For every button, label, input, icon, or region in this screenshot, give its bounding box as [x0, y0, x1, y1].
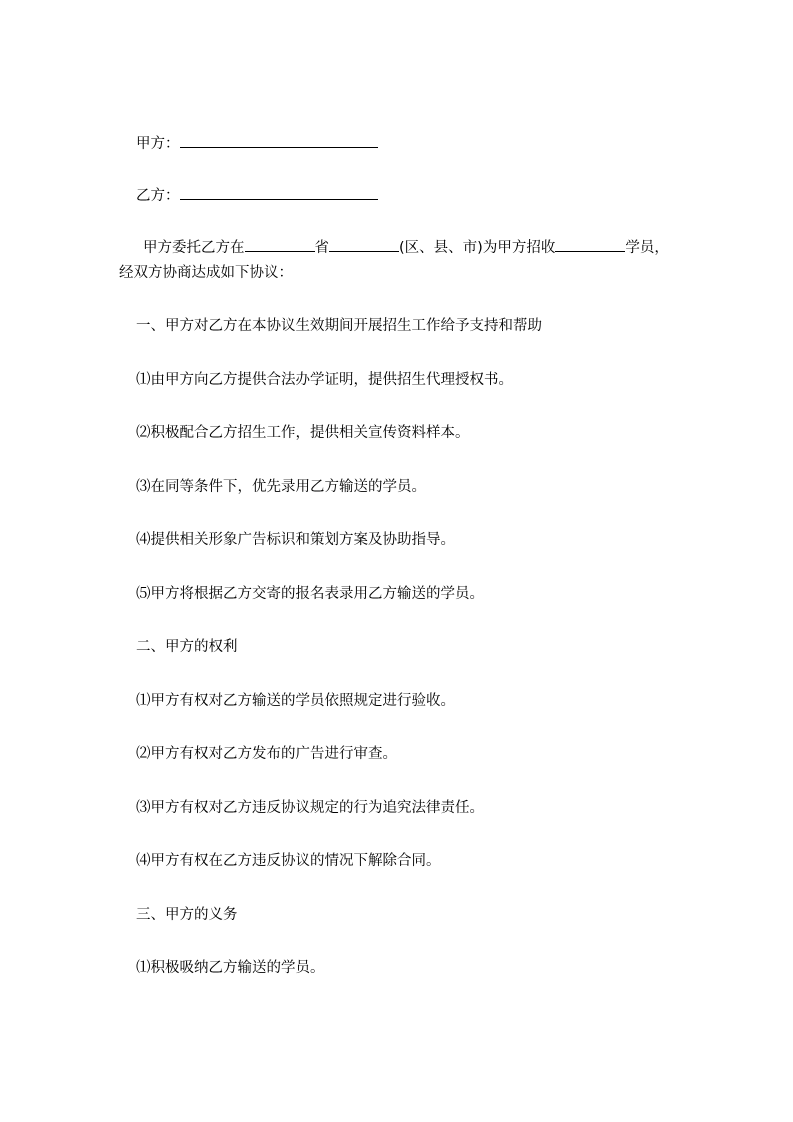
- party-a-blank: [180, 133, 378, 148]
- section-2-heading: 二、甲方的权利: [136, 639, 238, 655]
- section-1-item-1: ⑴由甲方向乙方提供合法办学证明，提供招生代理授权书。: [136, 372, 513, 388]
- intro-line-1: [143, 237, 669, 258]
- section-1-heading: 一、甲方对乙方在本协议生效期间开展招生工作给予支持和帮助: [136, 318, 542, 334]
- section-2-item-2: ⑵甲方有权对乙方发布的广告进行审查。: [136, 746, 397, 762]
- intro-text-4: 学员，: [625, 240, 669, 256]
- section-3-item-1: ⑴积极吸纳乙方输送的学员。: [136, 960, 325, 976]
- party-b-line: [136, 185, 378, 206]
- section-2-item-4: ⑷甲方有权在乙方违反协议的情况下解除合同。: [136, 853, 441, 869]
- section-1-item-2: ⑵积极配合乙方招生工作，提供相关宣传资料样本。: [136, 425, 470, 441]
- party-b-blank: [180, 185, 378, 200]
- section-2-item-3: ⑶甲方有权对乙方违反协议规定的行为追究法律责任。: [136, 800, 484, 816]
- intro-text-1: 甲方委托乙方在: [143, 240, 245, 256]
- student-count-blank: [555, 237, 625, 252]
- section-1-item-5: ⑸甲方将根据乙方交寄的报名表录用乙方输送的学员。: [136, 586, 484, 602]
- party-a-label: 甲方：: [136, 136, 180, 152]
- section-1-item-4: ⑷提供相关形象广告标识和策划方案及协助指导。: [136, 532, 455, 548]
- intro-text-2: 省: [314, 240, 329, 256]
- party-a-line: [136, 133, 378, 154]
- section-2-item-1: ⑴甲方有权对乙方输送的学员依照规定进行验收。: [136, 693, 455, 709]
- intro-line-2: 经双方协商达成如下协议：: [119, 265, 293, 281]
- section-3-heading: 三、甲方的义务: [136, 907, 238, 923]
- intro-text-3: (区、县、市)为甲方招收: [399, 240, 556, 256]
- district-blank: [329, 237, 399, 252]
- party-b-label: 乙方：: [136, 188, 180, 204]
- section-1-item-3: ⑶在同等条件下，优先录用乙方输送的学员。: [136, 479, 426, 495]
- province-blank: [245, 237, 315, 252]
